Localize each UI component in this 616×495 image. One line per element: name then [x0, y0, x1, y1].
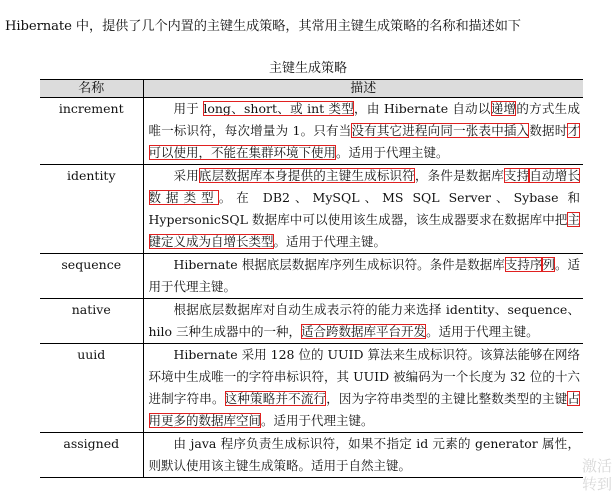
strategy-name: native: [40, 299, 143, 344]
desc-text: Hibernate 采用 128 位的 UUID 算法来生成标识符。该算法能够在网络环境中生成唯一的字符串标识符，其 UUID 被编码为一个长度为 32 位的十六进制字符串。: [148, 347, 580, 406]
desc-text: 。适用于代理主键。: [148, 257, 580, 294]
strategy-name: identity: [40, 165, 143, 254]
table-row: [40, 433, 583, 478]
header-name: 名称: [40, 80, 143, 98]
strategy-description: [143, 165, 583, 254]
strategy-description: [143, 344, 583, 433]
highlight-box: 没有其它进程向同一张表中插入: [351, 123, 530, 138]
highlight-box: 这种策略并不流行: [224, 391, 327, 406]
desc-text: 的方式生成唯一标识符，每次增量为 1。只有当: [148, 101, 580, 138]
table-caption: 主键生成策略: [268, 61, 347, 76]
highlight-box: 主键定义成为自增长类型: [148, 212, 580, 249]
desc-text: Hibernate 根据底层数据库序列生成标识符。条件是数据库: [173, 257, 505, 272]
highlight-box: 支持序: [504, 257, 543, 272]
desc-text: ，由 Hibernate 自动以: [354, 101, 491, 116]
desc-text: 。适用于代理主键。: [426, 324, 539, 339]
desc-text: ，条件是数据库: [414, 168, 504, 183]
table-row: [40, 344, 583, 433]
intro-text: Hibernate 中，提供了几个内置的主键生成策略，其常用主键生成策略的名称和描述如下: [5, 19, 521, 34]
strategy-name: assigned: [40, 433, 143, 478]
watermark-line2: 转到: [581, 475, 612, 493]
strategy-name: sequence: [40, 254, 143, 299]
strategy-description: [143, 433, 583, 478]
table-row: [40, 98, 583, 165]
desc-text: 。适用于代理主键。: [261, 413, 374, 428]
desc-text: 采用: [173, 168, 199, 183]
watermark: [582, 457, 612, 493]
strategy-description: [143, 299, 583, 344]
desc-text: 由 java 程序负责生成标识符，如果不指定 id 元素的 generator 属性，则默认使用该主键生成策略。适用于自然主键。: [148, 436, 580, 473]
header-desc: 描述: [143, 80, 583, 98]
desc-text: 。适用于代理主键。: [273, 234, 387, 249]
highlight-box: 占用更多的数据库空间: [148, 391, 580, 428]
highlight-box: 递增: [490, 101, 517, 116]
strategy-name: uuid: [40, 344, 143, 433]
highlight-box: 适合跨数据库平台开发: [301, 324, 427, 339]
highlight-box: 支持: [503, 168, 530, 183]
desc-text: 数据时: [529, 123, 568, 138]
strategy-table: [40, 79, 583, 478]
desc-text: 根据底层数据库对自动生成表示符的能力来选择 identity、sequence、hilo 三种生成器中的一种，: [148, 302, 580, 339]
strategy-description: [143, 98, 583, 165]
desc-text: 。在 DB2、MySQL、MS SQL Server、Sybase 和 HypersonicSQL 数据库中可以使用该生成器，该生成器要求在数据库中把: [148, 190, 580, 227]
highlight-box: 才可以使用，不能在集群环境下使用: [148, 123, 580, 160]
watermark-line1: 激活: [581, 457, 612, 475]
highlight-box: 列: [542, 257, 555, 272]
strategy-description: [143, 254, 583, 299]
highlight-box: long、short、或 int 类型: [203, 101, 355, 116]
table-row: [40, 254, 583, 299]
table-header-row: [40, 80, 583, 98]
highlight-box: 自动增长数据类型: [148, 168, 580, 205]
strategy-name: increment: [40, 98, 143, 165]
desc-text: 。适用于代理主键。: [336, 145, 449, 160]
table-row: [40, 165, 583, 254]
highlight-box: 底层数据库本身提供的主键生成标识符: [198, 168, 415, 183]
desc-text: 用于: [173, 101, 204, 116]
table-row: [40, 299, 583, 344]
desc-text: ，因为字符串类型的主键比整数类型的主键: [326, 391, 568, 406]
